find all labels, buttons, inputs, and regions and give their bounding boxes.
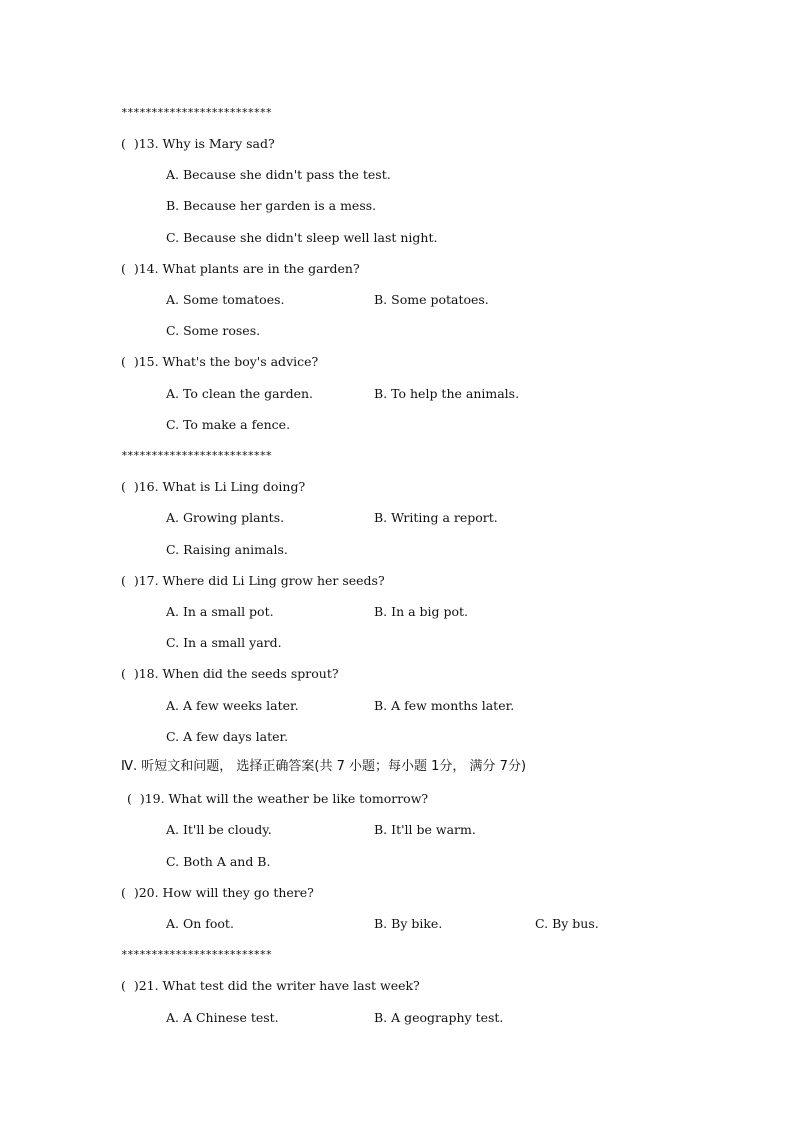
question-18-option-b: B. A few months later.	[374, 698, 515, 713]
separator: *************************	[121, 948, 272, 961]
question-15-option-c: C. To make a fence.	[166, 417, 291, 432]
question-19-stem: ( )19. What will the weather be like tomorrow?	[127, 791, 429, 806]
question-13-stem: ( )13. Why is Mary sad?	[121, 136, 275, 151]
question-14-option-c: C. Some roses.	[166, 323, 261, 338]
question-13-option-a: A. Because she didn't pass the test.	[166, 167, 391, 182]
question-15-stem: ( )15. What's the boy's advice?	[121, 354, 319, 369]
question-20-option-b: B. By bike.	[374, 916, 443, 931]
question-14-stem: ( )14. What plants are in the garden?	[121, 261, 360, 276]
question-13-option-b: B. Because her garden is a mess.	[166, 198, 377, 213]
question-20-option-c: C. By bus.	[535, 916, 599, 931]
question-21-option-a: A. A Chinese test.	[166, 1010, 279, 1025]
question-14-option-b: B. Some potatoes.	[374, 292, 489, 307]
question-20-option-a: A. On foot.	[166, 916, 234, 931]
question-18-option-c: C. A few days later.	[166, 729, 289, 744]
question-17-option-a: A. In a small pot.	[166, 604, 274, 619]
question-19-option-b: B. It'll be warm.	[374, 822, 476, 837]
question-18-option-a: A. A few weeks later.	[166, 698, 299, 713]
question-17-option-c: C. In a small yard.	[166, 635, 282, 650]
question-20-stem: ( )20. How will they go there?	[121, 885, 314, 900]
question-19-option-a: A. It'll be cloudy.	[166, 822, 272, 837]
separator: *************************	[121, 106, 272, 119]
question-16-stem: ( )16. What is Li Ling doing?	[121, 479, 306, 494]
question-17-stem: ( )17. Where did Li Ling grow her seeds?	[121, 573, 385, 588]
question-14-option-a: A. Some tomatoes.	[166, 292, 285, 307]
question-13-option-c: C. Because she didn't sleep well last night.	[166, 230, 438, 245]
question-19-option-c: C. Both A and B.	[166, 854, 271, 869]
question-21-option-b: B. A geography test.	[374, 1010, 504, 1025]
question-16-option-a: A. Growing plants.	[166, 510, 285, 525]
question-21-stem: ( )21. What test did the writer have last week?	[121, 978, 420, 993]
question-16-option-b: B. Writing a report.	[374, 510, 498, 525]
question-15-option-b: B. To help the animals.	[374, 386, 520, 401]
section-heading: Ⅳ. 听短文和问题， 选择正确答案(共 7 小题；每小题 1分， 满分 7分)	[121, 759, 527, 774]
question-16-option-c: C. Raising animals.	[166, 542, 288, 557]
question-18-stem: ( )18. When did the seeds sprout?	[121, 666, 339, 681]
separator: *************************	[121, 449, 272, 462]
question-15-option-a: A. To clean the garden.	[166, 386, 314, 401]
question-17-option-b: B. In a big pot.	[374, 604, 469, 619]
